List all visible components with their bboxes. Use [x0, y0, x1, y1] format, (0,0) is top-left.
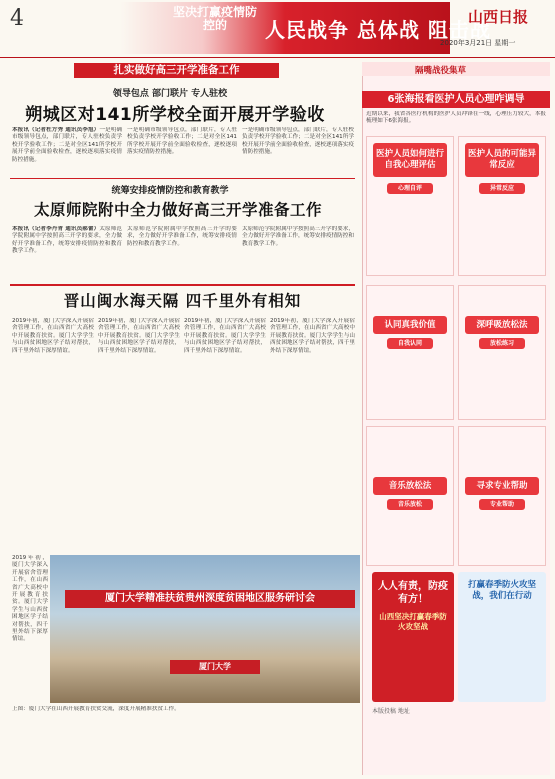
poster-1-title: 医护人员如何进行自我心理评估 [373, 143, 447, 177]
poster-1-tag: 心理自评 [387, 183, 433, 194]
article-byline-2: 本报讯（记者李丹青 通讯员郝蕾） [12, 226, 100, 232]
poster-4-title: 深呼吸放松法 [465, 316, 539, 334]
feature-photo [50, 555, 360, 703]
feature-body-col2: 2019年初，厦门大学深入开展宿舍管理工作，在山西省广大高校中开展教育扶贫。厦门大学学生与山西贫困地区学子结对帮扶，四千里外结下深厚情谊。 [98, 318, 180, 354]
right-tag: 隔嘴战役集草 [415, 66, 467, 76]
right-title: 6张海报看医护人员心理咋调导 [362, 91, 550, 108]
poster-6-tag: 专业帮助 [479, 499, 525, 510]
article-byline: 本报讯（记者杜方秀 通讯员李旭） [12, 127, 100, 133]
ad-right [458, 572, 546, 702]
ad-subtitle: 山西坚决打赢春季防火攻坚战 [379, 612, 447, 631]
poster-2 [458, 136, 546, 276]
photo-caption: 上图：厦门大学在山西开展教育扶贫交流，深度开展精准扶贫工作。 [12, 706, 180, 712]
feature-headline: 晋山闽水海天隔 四千里外有相知 [63, 292, 302, 310]
article-kicker-2: 统筹安排疫情防控和教育教学 [111, 186, 229, 196]
photo-label: 厦门大学 [170, 660, 260, 674]
dateline: 2020年3月21日 星期一 [440, 39, 516, 47]
banner-title: 人民战争 总体战 阻击战 [265, 18, 491, 42]
poster-5 [366, 426, 454, 566]
article-body-2: 本报讯（记者李丹青 通讯员郝蕾）太原师范学院附属中学按照高三开学的要求，全力做好开学准备工作，统筹安排疫情防控和教育教学工作。 [12, 226, 122, 255]
poster-4-tag: 放松练习 [479, 338, 525, 349]
poster-2-title: 医护人员的可能异常反应 [465, 143, 539, 177]
photo-banner: 厦门大学精准扶贫贵州深度贫困地区服务研讨会 [65, 590, 355, 608]
right-footer: 本版投稿 地址 [372, 708, 410, 715]
article-body-col3: 一是明确市级领导包点，部门联片，专人驻校负责学校开学验收工作；二是对全区141所学校开展开学前全面验收检查，逐校逐项落实疫情防控措施。 [242, 127, 354, 156]
banner-subtitle: 坚决打赢疫情防控的 [172, 5, 257, 32]
right-intro: 近期以来，我省各医疗机构的医护人员冲锋在一线，心理压力较大，本报梳理如下6张海报。 [366, 111, 546, 125]
divider [10, 178, 355, 179]
ad2-title: 打赢春季防火攻坚战，我们在行动 [467, 580, 536, 601]
page-number: 4 [10, 6, 24, 31]
feature-body-col3: 2019年初，厦门大学深入开展宿舍管理工作，在山西省广大高校中开展教育扶贫。厦门大学学生与山西贫困地区学子结对帮扶，四千里外结下深厚情谊。 [184, 318, 266, 354]
poster-6-title: 寻求专业帮助 [465, 477, 539, 495]
article-headline: 朔城区对141所学校全面开展开学验收 [25, 105, 325, 125]
poster-3-title: 认同真我价值 [373, 316, 447, 334]
poster-5-tag: 音乐放松 [387, 499, 433, 510]
feature-body-col1: 2019年初，厦门大学深入开展宿舍管理工作，在山西省广大高校中开展教育扶贫。厦门大学学生与山西贫困地区学子结对帮扶，四千里外结下深厚情谊。 [12, 318, 94, 354]
ad-title: 人人有责，防疫有方！ [378, 581, 448, 605]
article-body-2-col2: 太原师范学院附属中学按照高三开学的要求，全力做好开学准备工作，统筹安排疫情防控和教育教学工作。 [127, 226, 237, 247]
poster-1 [366, 136, 454, 276]
poster-6 [458, 426, 546, 566]
article-headline-2: 太原师院附中全力做好高三开学准备工作 [33, 201, 322, 219]
article-body-2-col3: 太原师范学院附属中学按照高三开学的要求，全力做好开学准备工作，统筹安排疫情防控和教育教学工作。 [242, 226, 354, 247]
section-band: 扎实做好高三开学准备工作 [74, 63, 279, 78]
article-body-col2: 一是明确市级领导包点，部门联片，专人驻校负责学校开学验收工作；二是对全区141所学校开展开学前全面验收检查，逐校逐项落实疫情防控措施。 [127, 127, 237, 156]
feature-body-side: 2019年初，厦门大学深入开展宿舍管理工作，在山西省广大高校中开展教育扶贫。厦门大学学生与山西贫困地区学子结对帮扶，四千里外结下深厚情谊。 [12, 555, 48, 643]
ad-left [372, 572, 454, 702]
poster-2-tag: 异常反应 [479, 183, 525, 194]
article-kicker: 领导包点 部门联片 专人驻校 [112, 89, 228, 99]
divider-2 [10, 284, 355, 286]
article-body [12, 127, 122, 175]
poster-3 [366, 285, 454, 420]
poster-3-tag: 自我认同 [387, 338, 433, 349]
poster-4 [458, 285, 546, 420]
feature-body-col4: 2019年初，厦门大学深入开展宿舍管理工作，在山西省广大高校中开展教育扶贫。厦门大学学生与山西贫困地区学子结对帮扶，四千里外结下深厚情谊。 [270, 318, 355, 354]
newspaper-logo: 山西日报 [468, 8, 529, 26]
article-text: 一是明确市级领导包点，部门联片，专人驻校负责学校开学验收工作；二是对全区141所学校开展开学前全面验收检查，逐校逐项落实疫情防控措施。 [12, 127, 122, 163]
poster-5-title: 音乐放松法 [373, 477, 447, 495]
